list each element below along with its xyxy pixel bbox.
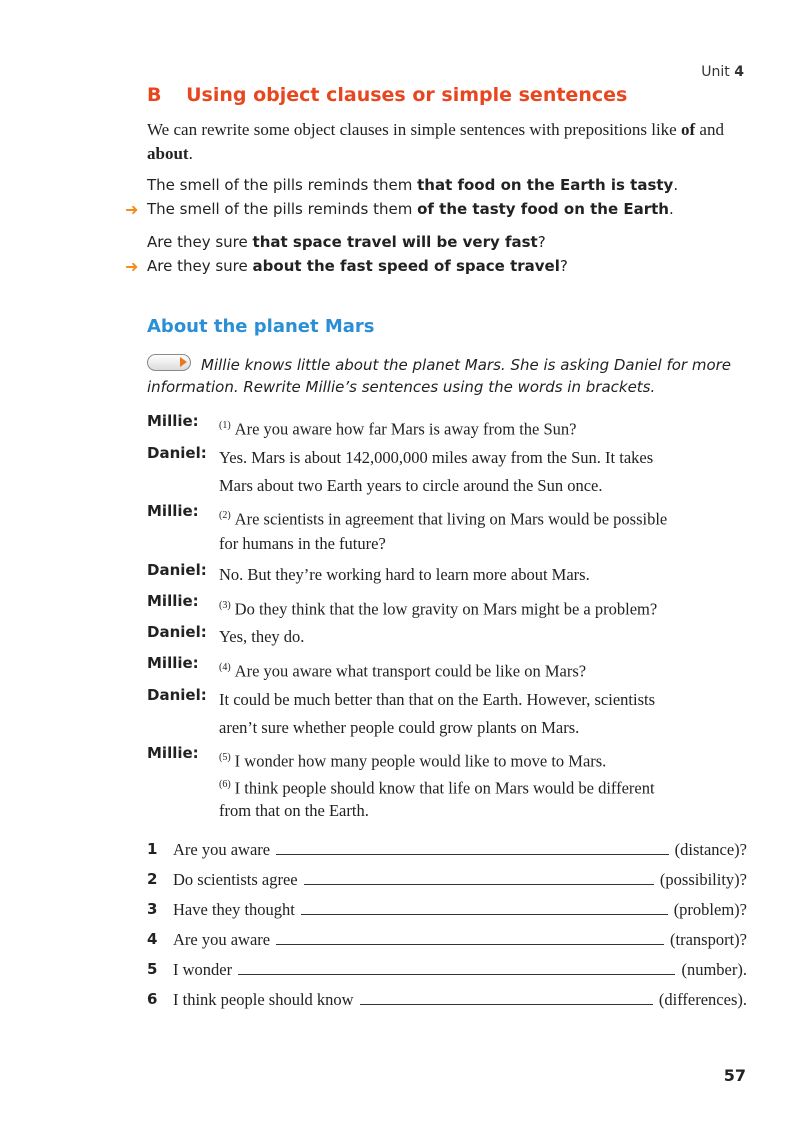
- speaker-label: Millie:: [147, 744, 199, 762]
- example-rewritten: ➜ Are they sure about the fast speed of space travel?: [125, 257, 568, 276]
- unit-number: 4: [734, 64, 744, 80]
- exercise-item: 5 I wonder (number).: [147, 960, 747, 979]
- speaker-label: Millie:: [147, 412, 199, 430]
- answer-blank[interactable]: [301, 900, 668, 915]
- section-heading: Using object clauses or simple sentences: [186, 84, 628, 106]
- exercise-item: 4 Are you aware (transport)?: [147, 930, 747, 949]
- speaker-label: Daniel:: [147, 444, 207, 462]
- speaker-label: Daniel:: [147, 686, 207, 704]
- arrow-right-icon: ➜: [125, 257, 139, 276]
- answer-blank[interactable]: [276, 930, 664, 945]
- speaker-label: Daniel:: [147, 561, 207, 579]
- activity-instructions: Millie knows little about the planet Mars. She is asking Daniel for more information. Rewrite Millie’s sentences using the words in brackets.: [147, 356, 732, 396]
- exercise-item: 2 Do scientists agree (possibility)?: [147, 870, 747, 889]
- page-number: 57: [723, 1066, 746, 1085]
- exercise-item: 6 I think people should know (differences).: [147, 990, 747, 1009]
- answer-blank[interactable]: [360, 990, 653, 1005]
- section-letter: B: [147, 84, 162, 106]
- unit-label: Unit 4: [701, 64, 744, 80]
- exercise-item: 3 Have they thought (problem)?: [147, 900, 747, 919]
- speaker-label: Millie:: [147, 502, 199, 520]
- answer-blank[interactable]: [276, 840, 669, 855]
- speaker-label: Millie:: [147, 654, 199, 672]
- activity-title: About the planet Mars: [147, 316, 375, 337]
- example-rewritten: ➜ The smell of the pills reminds them of the tasty food on the Earth.: [125, 200, 674, 219]
- example-sentence: The smell of the pills reminds them that food on the Earth is tasty.: [147, 176, 679, 194]
- answer-blank[interactable]: [238, 960, 675, 975]
- intro-paragraph: We can rewrite some object clauses in simple sentences with prepositions like of and about.: [147, 120, 724, 163]
- example-sentence: Are they sure that space travel will be very fast?: [147, 233, 546, 251]
- exercise-item: 1 Are you aware (distance)?: [147, 840, 747, 859]
- section-title: [147, 84, 627, 106]
- speaker-label: Millie:: [147, 592, 199, 610]
- speaker-label: Daniel:: [147, 623, 207, 641]
- arrow-right-icon: ➜: [125, 200, 139, 219]
- answer-blank[interactable]: [304, 870, 654, 885]
